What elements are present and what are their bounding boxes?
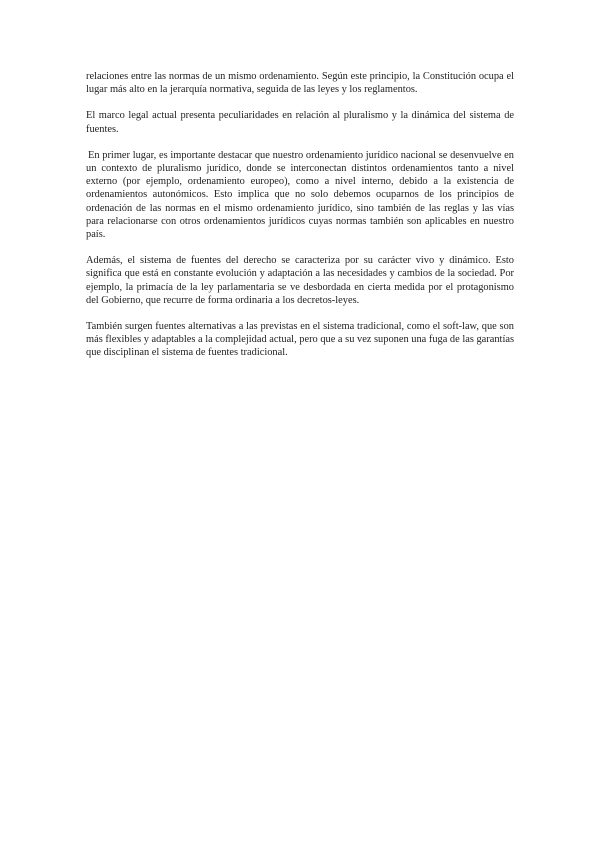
paragraph-legal-pluralism: En primer lugar, es importante destacar que nuestro ordenamiento jurídico nacional se desenvuelve en un contexto de pluralismo jurídico, donde se interconectan distintos ordenamientos tanto a nivel externo (por ejemplo, ordenamiento europeo), como a nivel interno, debido a la existencia de ordenamientos autonómicos. Esto implica que no solo debemos ocuparnos de los principios de ordenación de las normas en el mismo ordenamiento jurídico, sino también de las reglas y las vías para relacionarse con otros ordenamientos jurídicos cuyas normas también son aplicables en nuestro país.	[86, 149, 514, 241]
paragraph-dynamic-system: Además, el sistema de fuentes del derecho se caracteriza por su carácter vivo y dinámico. Esto significa que está en constante evolución y adaptación a las necesidades y cambios de la sociedad. Por ejemplo, la primacía de la ley parlamentaria se ve desbordada en cierta medida por el protagonismo del Gobierno, que recurre de forma ordinaria a los decretos-leyes.	[86, 255, 514, 306]
paragraph-hierarchy-continuation: relaciones entre las normas de un mismo ordenamiento. Según este principio, la Constitución ocupa el lugar más alto en la jerarquía normativa, seguida de las leyes y los reglamentos.	[86, 71, 514, 96]
paragraph-soft-law: También surgen fuentes alternativas a las previstas en el sistema tradicional, como el soft-law, que son más flexibles y adaptables a la complejidad actual, pero que a su vez suponen una fuga de las garantías que disciplinan el sistema de fuentes tradicional.	[86, 321, 514, 359]
paragraph-legal-framework: El marco legal actual presenta peculiaridades en relación al pluralismo y la dinámica del sistema de fuentes.	[86, 110, 514, 135]
document-page	[86, 70, 514, 373]
